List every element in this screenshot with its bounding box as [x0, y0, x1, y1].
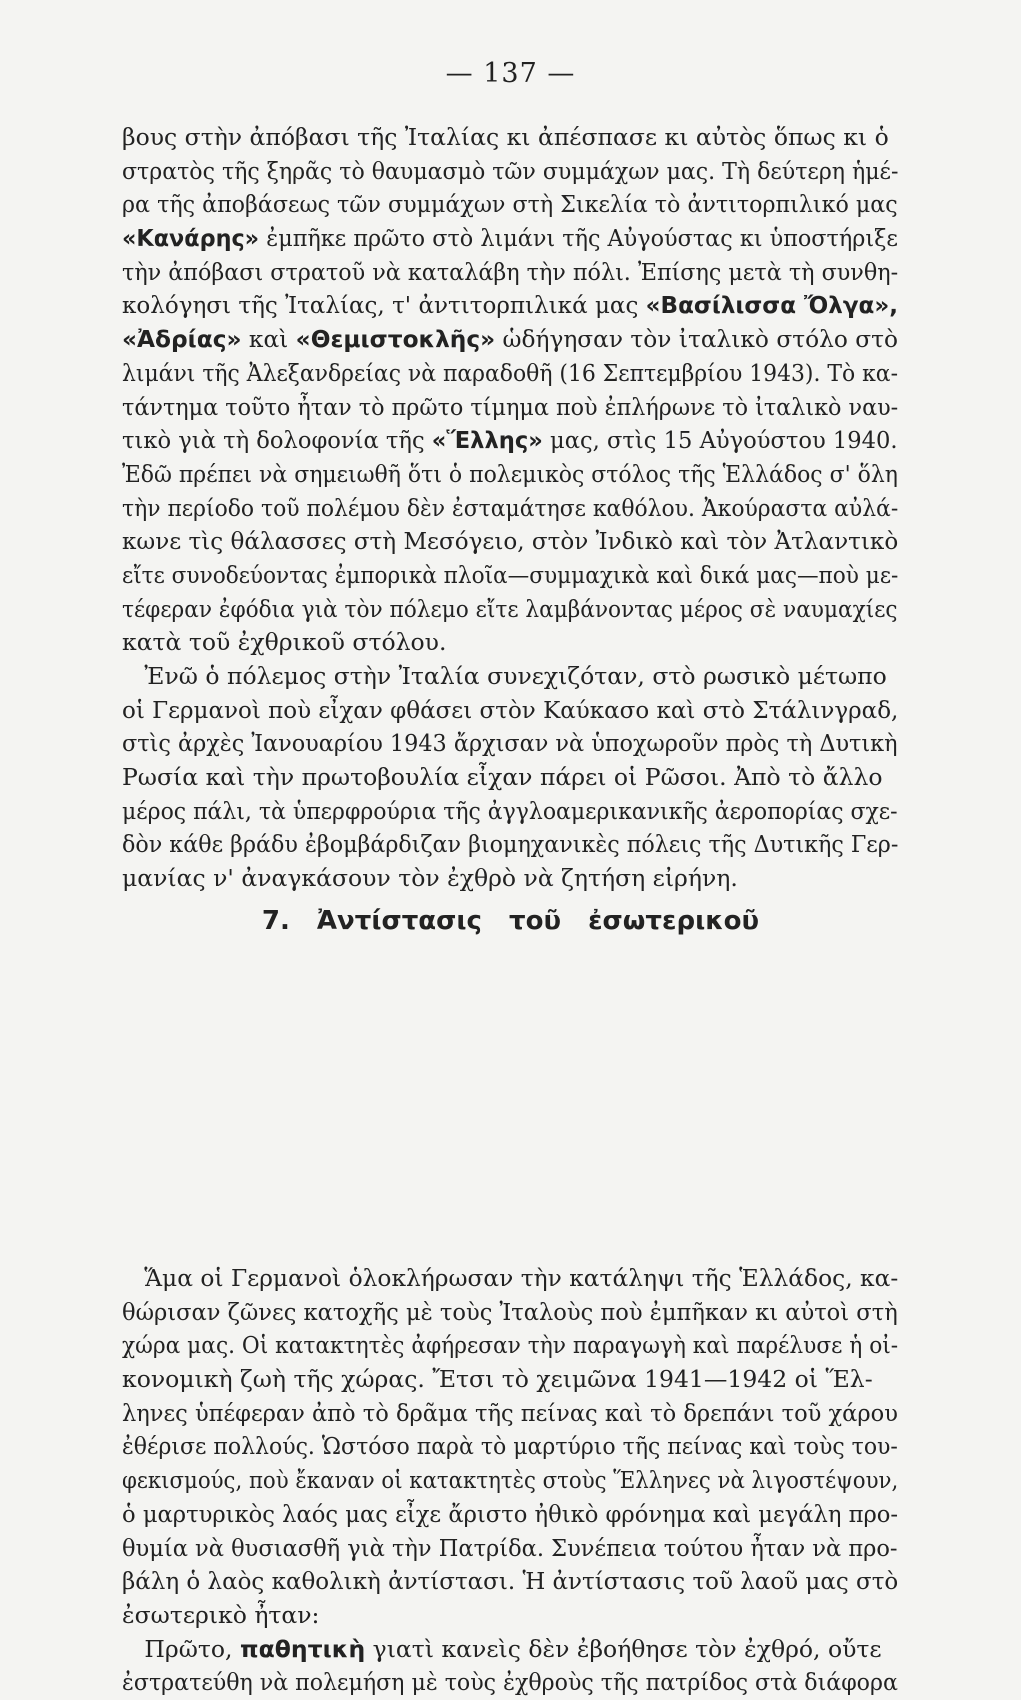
text-line: θώρισαν ζῶνες κατοχῆς μὲ τοὺς Ἰταλοὺς ποὺ ἐμπῆκαν κι αὐτοὶ στὴ [122, 1297, 898, 1326]
page-number: — 137 — [445, 58, 576, 89]
ship-name: «Ἕλλης» [431, 426, 543, 455]
text-line: βάλη ὁ λαὸς καθολικὴ ἀντίστασι. Ἡ ἀντίστασις τοῦ λαοῦ μας στὸ [122, 1567, 899, 1596]
text-line: εἴτε συνοδεύοντας ἐμπορικὰ πλοῖα—συμμαχικὰ καὶ δικά μας—ποὺ με- [122, 560, 899, 589]
emphasis-word: παθητικὴ [239, 1634, 366, 1663]
text-line: κωνε τὶς θάλασσες στὴ Μεσόγειο, στὸν Ἰνδικὸ καὶ τὸν Ἀτλαντικὸ [122, 527, 899, 556]
text-line: στρατὸς τῆς ξηρᾶς τὸ θαυμασμὸ τῶν συμμάχων μας. Τὴ δεύτερη ἡμέ- [122, 156, 899, 185]
text-line: κολόγησι τῆς Ἰταλίας, τ' ἀντιτορπιλικά μας «Βασίλισσα Ὄλγα», [122, 291, 898, 320]
text-line: Ρωσία καὶ τὴν πρωτοβουλία εἶχαν πάρει οἱ Ρῶσοι. Ἀπὸ τὸ ἄλλο [122, 763, 883, 792]
text-line: μέρος πάλι, τὰ ὑπερφρούρια τῆς ἀγγλοαμερικανικῆς ἀεροπορίας σχε- [122, 796, 898, 825]
text-line: Ἅμα οἱ Γερμανοὶ ὁλοκλήρωσαν τὴν κατάληψι τῆς Ἑλλάδος, κα- [122, 1264, 899, 1292]
text-line: Ἐδῶ πρέπει νὰ σημειωθῆ ὅτι ὁ πολεμικὸς στόλος τῆς Ἑλλάδος σ' ὅλη [122, 459, 898, 488]
ship-name: «Βασίλισσα Ὄλγα», [645, 291, 898, 320]
text-line: μανίας ν' ἀναγκάσουν τὸν ἐχθρὸ νὰ ζητήση εἰρήνη. [122, 864, 738, 893]
text-line: ὁ μαρτυρικὸς λαός μας εἶχε ἄριστο ἠθικὸ φρόνημα καὶ μεγάλη προ- [122, 1499, 899, 1528]
text-line: τέφεραν ἐφόδια γιὰ τὸν πόλεμο εἴτε λαμβάνοντας μέρος σὲ ναυμαχίες [122, 594, 898, 623]
ship-name: «Θεμιστοκλῆς» [295, 325, 496, 354]
text-line: ἐθέρισε πολλούς. Ὡστόσο παρὰ τὸ μαρτύριο τῆς πείνας καὶ τοὺς του- [122, 1432, 898, 1461]
text-line: βους στὴν ἀπόβασι τῆς Ἰταλίας κι ἀπέσπασε κι αὐτὸς ὅπως κι ὁ [122, 123, 889, 151]
text-line: τὴν ἀπόβασι στρατοῦ νὰ καταλάβη τὴν πόλι. Ἐπίσης μετὰ τὴ συνθη- [122, 257, 899, 286]
text-line: ληνες ὑπέφεραν ἀπὸ τὸ δρᾶμα τῆς πείνας καὶ τὸ δρεπάνι τοῦ χάρου [122, 1398, 898, 1427]
text-line: στὶς ἀρχὲς Ἰανουαρίου 1943 ἄρχισαν νὰ ὑποχωροῦν πρὸς τὴ Δυτικὴ [122, 729, 898, 758]
text-line: φεκισμούς, ποὺ ἔκαναν οἱ κατακτητὲς στοὺς Ἕλληνες νὰ λιγοστέψουν, [122, 1466, 899, 1495]
text-line: θυμία νὰ θυσιασθῆ γιὰ τὴν Πατρίδα. Συνέπεια τούτου ἦταν νὰ προ- [122, 1533, 898, 1562]
text-line: τάντημα τοῦτο ἦταν τὸ πρῶτο τίμημα ποὺ ἐπλήρωνε τὸ ἰταλικὸ ναυ- [122, 392, 899, 421]
text-line: δὸν κάθε βράδυ ἐβομβάρδιζαν βιομηχανικὲς πόλεις τῆς Δυτικῆς Γερ- [122, 830, 899, 859]
text-line: τικὸ γιὰ τὴ δολοφονία τῆς «Ἕλλης» μας, στὶς 15 Αὐγούστου 1940. [122, 426, 898, 455]
text-line: Πρῶτο, παθητικὴ γιατὶ κανεὶς δὲν ἐβοήθησε τὸν ἐχθρό, οὔτε [122, 1634, 882, 1663]
text-line: χώρα μας. Οἱ κατακτητὲς ἀφήρεσαν τὴν παραγωγὴ καὶ παρέλυσε ἡ οἰ- [122, 1331, 899, 1360]
ship-name: «Ἀδρίας» [122, 325, 242, 354]
text-line: ρα τῆς ἀποβάσεως τῶν συμμάχων στὴ Σικελία τὸ ἀντιτορπιλικό μας [122, 190, 898, 219]
text-line: ἐστρατεύθη νὰ πολεμήση μὲ τοὺς ἐχθροὺς τῆς πατρίδος στὰ διάφορα [122, 1668, 898, 1697]
paragraph-block-1 [122, 121, 898, 896]
ship-name: «Κανάρης» [122, 224, 260, 253]
text-line: λιμάνι τῆς Ἀλεξανδρείας νὰ παραδοθῆ (16 Σεπτεμβρίου 1943). Τὸ κα- [122, 358, 898, 387]
text-line: ἐσωτερικὸ ἦταν: [122, 1600, 320, 1629]
text-line: «Ἀδρίας» καὶ «Θεμιστοκλῆς» ὡδήγησαν τὸν ἰταλικὸ στόλο στὸ [122, 325, 898, 354]
text-line: κατὰ τοῦ ἐχθρικοῦ στόλου. [122, 628, 447, 657]
text-line: τὴν περίοδο τοῦ πολέμου δὲν ἐσταμάτησε καθόλου. Ἀκούραστα αὐλά- [122, 493, 899, 522]
text-line: οἱ Γερμανοὶ ποὺ εἶχαν φθάσει στὸν Καύκασο καὶ στὸ Στάλινγραδ, [122, 695, 899, 724]
paragraph-block-2 [122, 1262, 898, 1700]
section-heading: 7. Ἀντίστασις τοῦ ἐσωτερικοῦ [261, 906, 760, 936]
text-line: κονομικὴ ζωὴ τῆς χώρας. Ἔτσι τὸ χειμῶνα 1941—1942 οἱ Ἕλ- [122, 1365, 873, 1394]
text-line: «Κανάρης» ἐμπῆκε πρῶτο στὸ λιμάνι τῆς Αὐγούστας κι ὑποστήριξε [122, 224, 899, 253]
text-line: Ἐνῶ ὁ πόλεμος στὴν Ἰταλία συνεχιζόταν, στὸ ρωσικὸ μέτωπο [122, 662, 887, 690]
